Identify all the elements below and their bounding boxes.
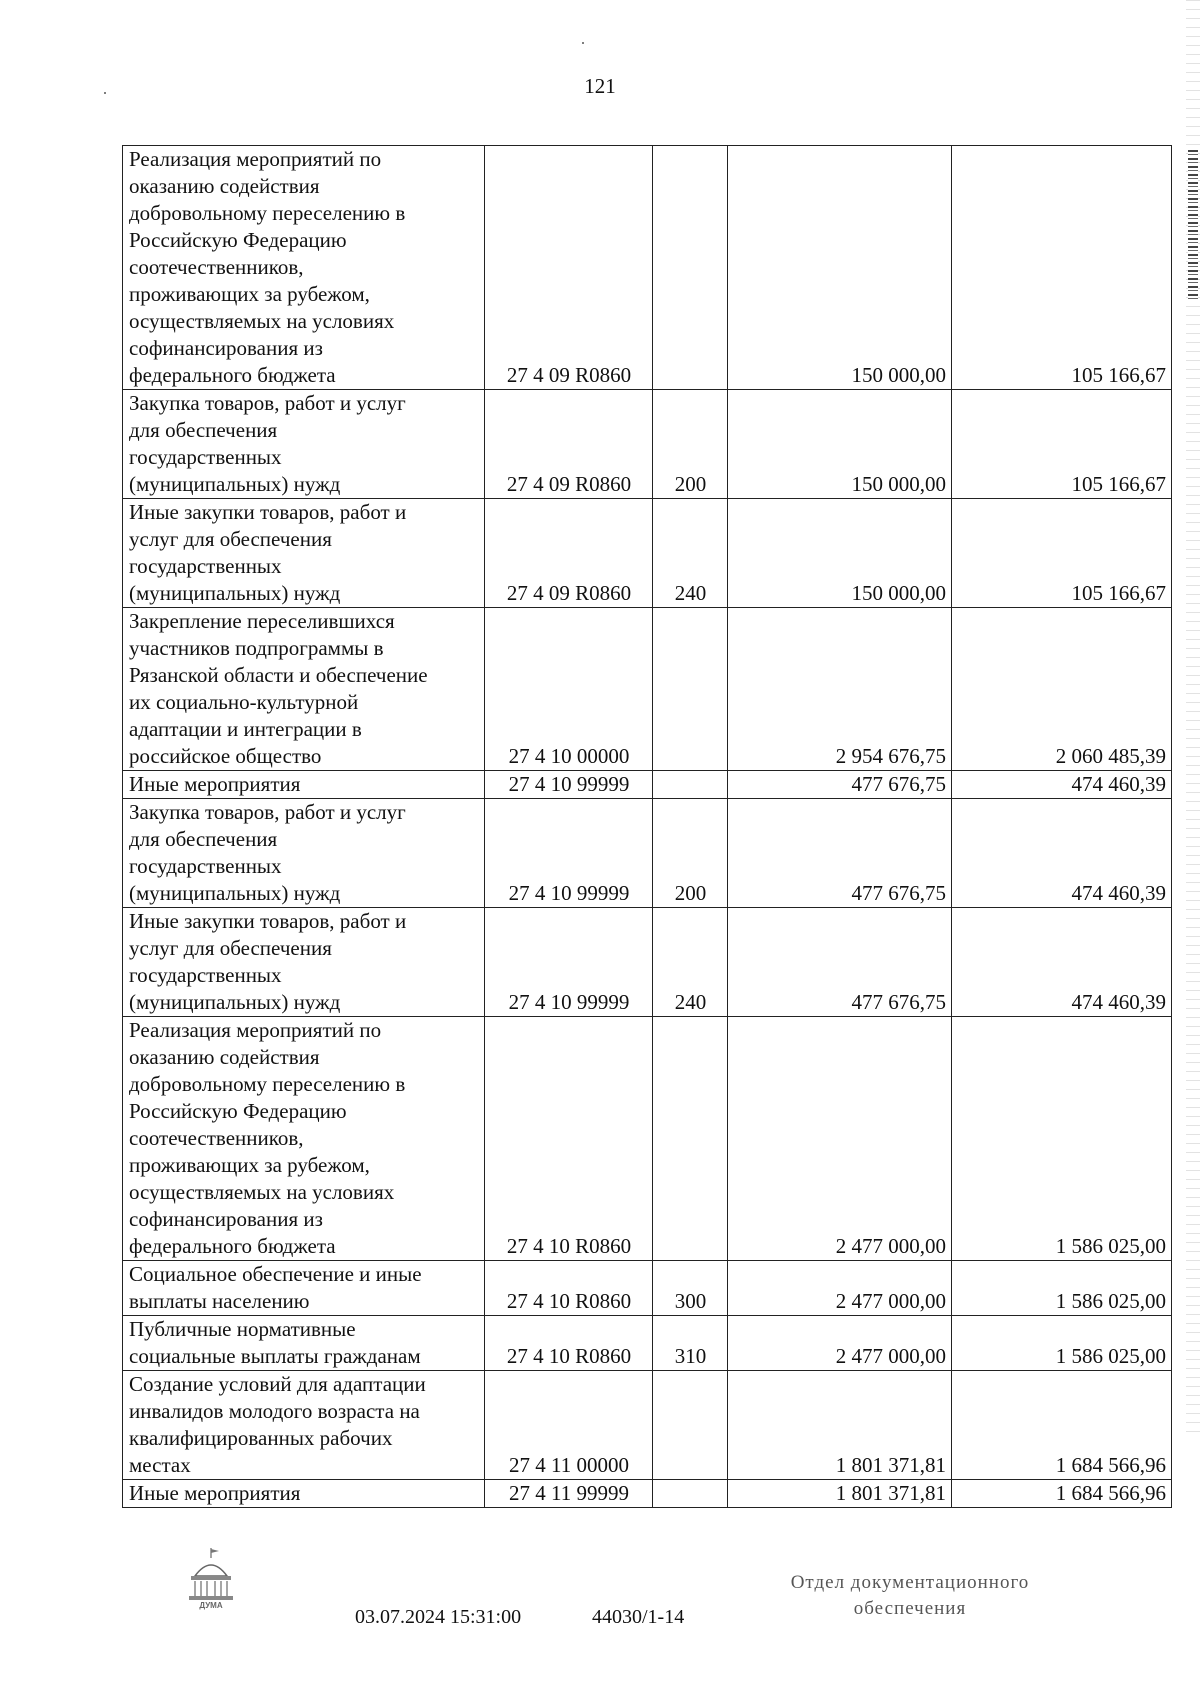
duma-logo-icon (183, 1546, 239, 1610)
row-name (123, 1261, 485, 1316)
row-planned-amount: 2 954 676,75 (728, 608, 952, 771)
row-expense-type (653, 1017, 728, 1261)
department-line: обеспечения (853, 1598, 967, 1619)
row-expense-type (653, 1371, 728, 1480)
row-name-line: государственных (129, 963, 282, 987)
row-name-line: Закрепление переселившихся (129, 609, 395, 633)
row-name (123, 908, 485, 1017)
row-name-line: адаптации и интеграции в (129, 717, 362, 741)
row-name-line: квалифицированных рабочих (129, 1426, 393, 1450)
row-name-line: Социальное обеспечение и иные (129, 1262, 422, 1286)
row-planned-amount: 477 676,75 (728, 908, 952, 1017)
table-row (123, 1316, 1172, 1371)
row-name-line: софинансирования из (129, 336, 323, 360)
row-name-line: федерального бюджета (129, 1234, 336, 1258)
row-name-line: проживающих за рубежом, (129, 282, 370, 306)
row-planned-amount: 1 801 371,81 (728, 1480, 952, 1508)
row-name-line: услуг для обеспечения (129, 527, 332, 551)
row-actual-amount: 1 684 566,96 (952, 1371, 1172, 1480)
row-expense-type: 310 (653, 1316, 728, 1371)
row-name-line: софинансирования из (129, 1207, 323, 1231)
row-expense-type: 240 (653, 499, 728, 608)
scan-speck (582, 42, 584, 44)
row-name-line: Закупка товаров, работ и услуг (129, 800, 406, 824)
row-planned-amount: 150 000,00 (728, 499, 952, 608)
row-name-line: Иные мероприятия (129, 1481, 301, 1505)
row-planned-amount: 477 676,75 (728, 771, 952, 799)
row-name (123, 1371, 485, 1480)
table-row (123, 771, 1172, 799)
row-name-line: услуг для обеспечения (129, 936, 332, 960)
row-name-line: Иные мероприятия (129, 772, 301, 796)
budget-table-body (123, 146, 1172, 1508)
row-name-line: государственных (129, 445, 282, 469)
table-row (123, 908, 1172, 1017)
table-row (123, 1371, 1172, 1480)
row-name-line: Реализация мероприятий по (129, 1018, 382, 1042)
row-expense-type: 240 (653, 908, 728, 1017)
row-actual-amount: 2 060 485,39 (952, 608, 1172, 771)
row-code: 27 4 11 00000 (485, 1371, 653, 1480)
row-name (123, 1480, 485, 1508)
row-actual-amount: 474 460,39 (952, 799, 1172, 908)
row-planned-amount: 150 000,00 (728, 146, 952, 390)
row-expense-type (653, 1480, 728, 1508)
row-name-line: осуществляемых на условиях (129, 1180, 395, 1204)
row-planned-amount: 2 477 000,00 (728, 1316, 952, 1371)
row-code: 27 4 10 99999 (485, 799, 653, 908)
row-code: 27 4 11 99999 (485, 1480, 653, 1508)
row-code: 27 4 10 R0860 (485, 1316, 653, 1371)
row-actual-amount: 474 460,39 (952, 908, 1172, 1017)
row-name-line: проживающих за рубежом, (129, 1153, 370, 1177)
budget-table (122, 145, 1172, 1508)
row-name-line: Российскую Федерацию (129, 1099, 347, 1123)
barcode (1188, 150, 1198, 300)
row-name-line: Закупка товаров, работ и услуг (129, 391, 406, 415)
row-name-line: осуществляемых на условиях (129, 309, 395, 333)
row-expense-type: 300 (653, 1261, 728, 1316)
row-expense-type: 200 (653, 799, 728, 908)
row-name-line: (муниципальных) нужд (129, 581, 341, 605)
row-code: 27 4 10 99999 (485, 908, 653, 1017)
row-name-line: (муниципальных) нужд (129, 881, 341, 905)
row-code: 27 4 09 R0860 (485, 390, 653, 499)
table-row (123, 499, 1172, 608)
row-name-line: Российскую Федерацию (129, 228, 347, 252)
table-row (123, 1017, 1172, 1261)
row-code: 27 4 10 00000 (485, 608, 653, 771)
row-name-line: социальные выплаты гражданам (129, 1344, 421, 1368)
table-row (123, 1480, 1172, 1508)
row-name (123, 146, 485, 390)
page-number: 121 (584, 74, 616, 98)
logo-caption: ДУМА (199, 1601, 223, 1610)
row-name-line: государственных (129, 554, 282, 578)
row-name-line: для обеспечения (129, 827, 278, 851)
row-planned-amount: 1 801 371,81 (728, 1371, 952, 1480)
table-row (123, 1261, 1172, 1316)
table-row (123, 390, 1172, 499)
row-planned-amount: 2 477 000,00 (728, 1017, 952, 1261)
row-planned-amount: 150 000,00 (728, 390, 952, 499)
row-name-line: федерального бюджета (129, 363, 336, 387)
row-actual-amount: 1 586 025,00 (952, 1316, 1172, 1371)
row-expense-type: 200 (653, 390, 728, 499)
row-actual-amount: 474 460,39 (952, 771, 1172, 799)
row-name (123, 608, 485, 771)
row-name (123, 771, 485, 799)
row-name-line: для обеспечения (129, 418, 278, 442)
row-name-line: оказанию содействия (129, 174, 320, 198)
row-name (123, 1017, 485, 1261)
table-row (123, 608, 1172, 771)
row-name-line: Рязанской области и обеспечение (129, 663, 428, 687)
row-name (123, 799, 485, 908)
row-name-line: Создание условий для адаптации (129, 1372, 426, 1396)
row-name-line: Иные закупки товаров, работ и (129, 909, 407, 933)
row-name-line: участников подпрограммы в (129, 636, 384, 660)
row-expense-type (653, 608, 728, 771)
row-name-line: инвалидов молодого возраста на (129, 1399, 420, 1423)
row-code: 27 4 09 R0860 (485, 499, 653, 608)
row-expense-type (653, 146, 728, 390)
row-name-line: соотечественников, (129, 1126, 304, 1150)
table-row (123, 799, 1172, 908)
row-name-line: выплаты населению (129, 1289, 310, 1313)
row-name-line: оказанию содействия (129, 1045, 320, 1069)
row-actual-amount: 1 586 025,00 (952, 1017, 1172, 1261)
row-actual-amount: 1 684 566,96 (952, 1480, 1172, 1508)
row-name (123, 499, 485, 608)
row-name-line: Реализация мероприятий по (129, 147, 382, 171)
row-name-line: (муниципальных) нужд (129, 472, 341, 496)
row-code: 27 4 10 R0860 (485, 1261, 653, 1316)
row-name-line: государственных (129, 854, 282, 878)
row-name-line: добровольному переселению в (129, 201, 406, 225)
row-actual-amount: 105 166,67 (952, 390, 1172, 499)
row-name-line: добровольному переселению в (129, 1072, 406, 1096)
row-code: 27 4 09 R0860 (485, 146, 653, 390)
row-name-line: местах (129, 1453, 191, 1477)
registration-datetime: 03.07.2024 15:31:00 (355, 1606, 522, 1628)
department-stamp (760, 1570, 1060, 1622)
row-actual-amount: 105 166,67 (952, 499, 1172, 608)
row-planned-amount: 2 477 000,00 (728, 1261, 952, 1316)
row-name-line: соотечественников, (129, 255, 304, 279)
row-code: 27 4 10 99999 (485, 771, 653, 799)
registration-number: 44030/1-14 (592, 1606, 685, 1628)
department-line: Отдел документационного (790, 1572, 1030, 1593)
row-name-line: Иные закупки товаров, работ и (129, 500, 407, 524)
row-planned-amount: 477 676,75 (728, 799, 952, 908)
row-expense-type (653, 771, 728, 799)
row-name-line: (муниципальных) нужд (129, 990, 341, 1014)
row-name (123, 390, 485, 499)
row-name-line: Публичные нормативные (129, 1317, 356, 1341)
row-name-line: российское общество (129, 744, 322, 768)
table-row (123, 146, 1172, 390)
row-code: 27 4 10 R0860 (485, 1017, 653, 1261)
row-actual-amount: 1 586 025,00 (952, 1261, 1172, 1316)
row-name-line: их социально-культурной (129, 690, 359, 714)
row-name (123, 1316, 485, 1371)
row-actual-amount: 105 166,67 (952, 146, 1172, 390)
